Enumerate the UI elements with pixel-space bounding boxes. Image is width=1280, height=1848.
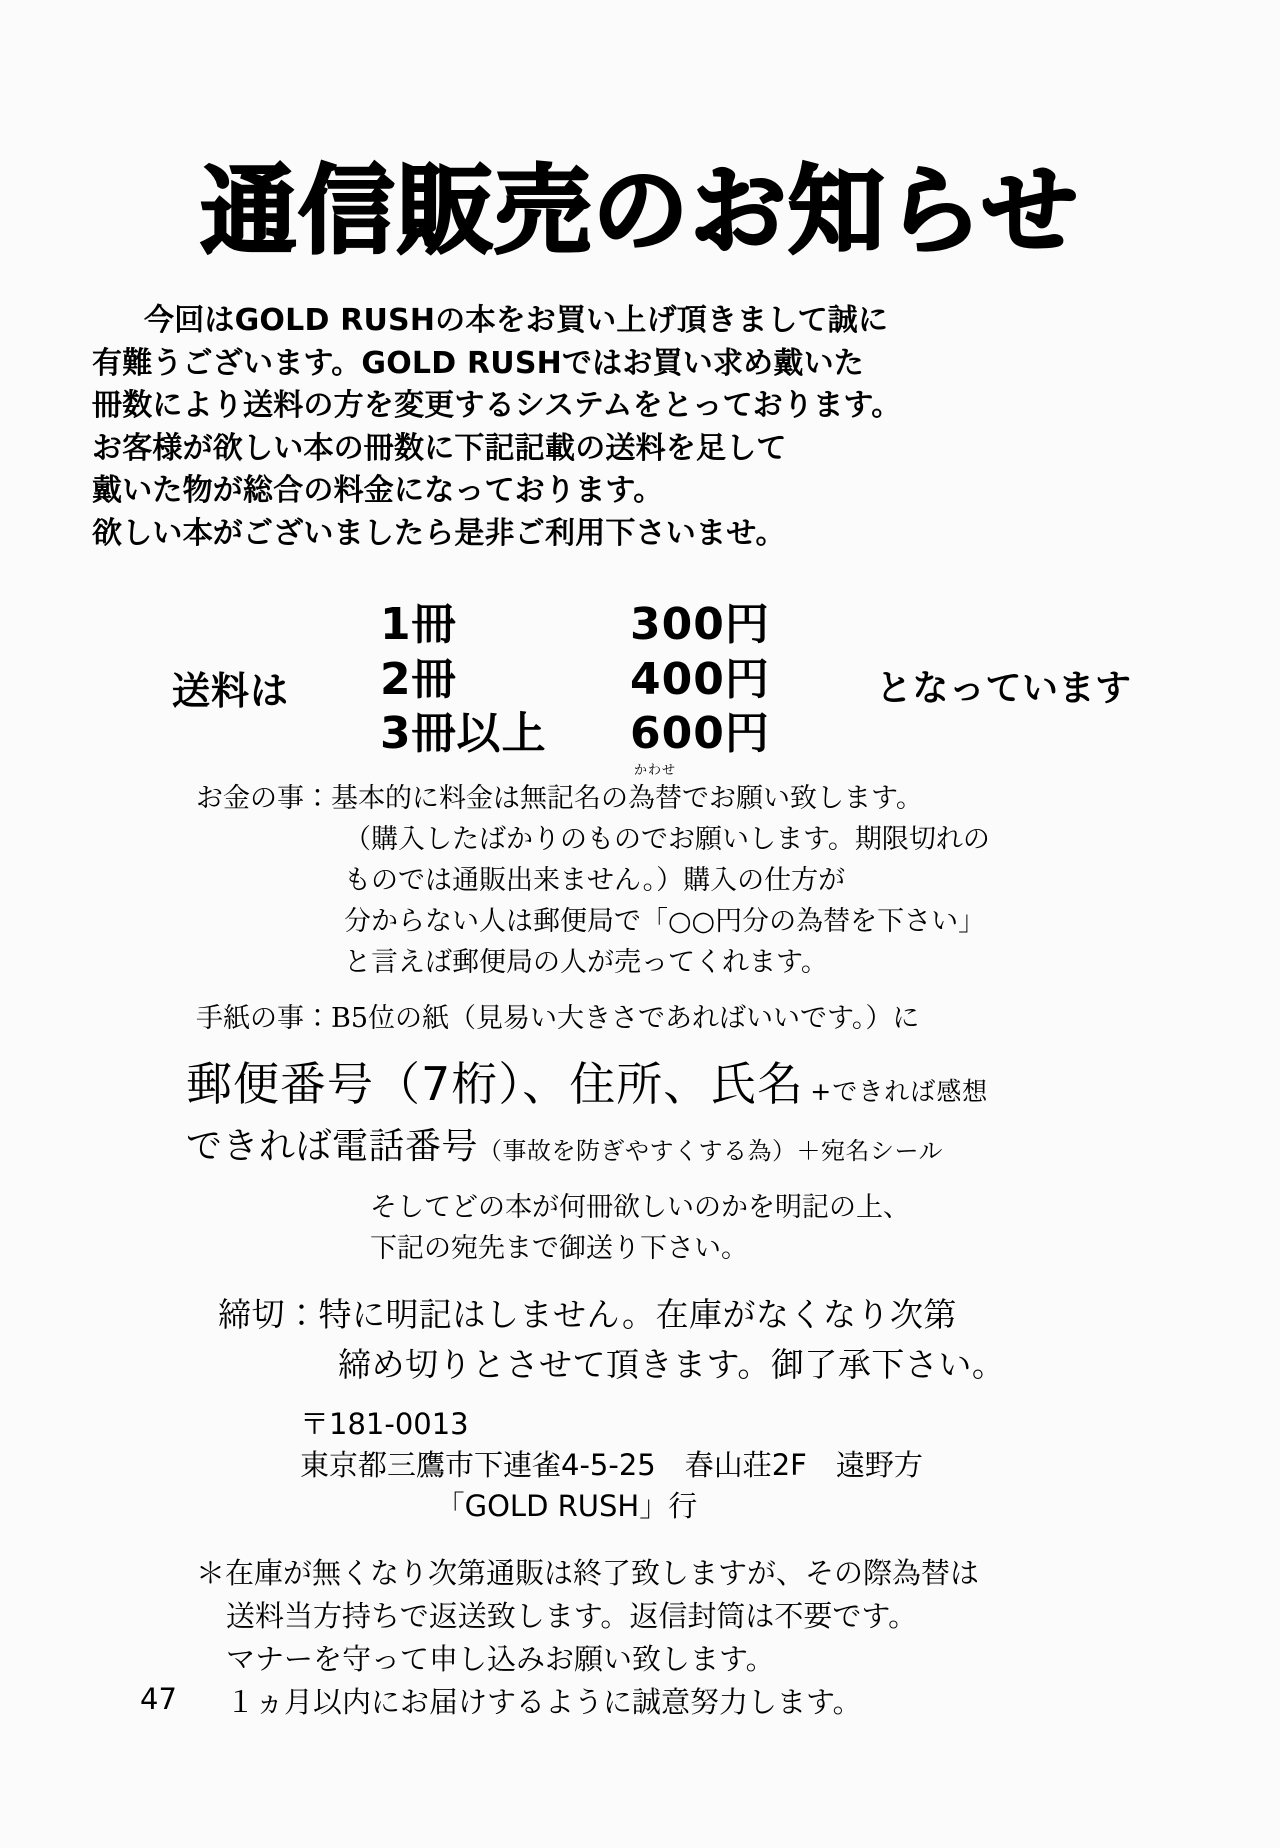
ruby-group bbox=[628, 763, 682, 819]
optional-items-main: できれば電話番号 bbox=[186, 1126, 479, 1167]
table-row bbox=[380, 598, 850, 653]
money-heading-line bbox=[196, 763, 1156, 819]
intro-line: 戴いた物が総合の料金になっております。 bbox=[92, 473, 664, 509]
page-title: 通信販売のお知らせ bbox=[200, 155, 1080, 268]
deadline-line: 締め切りとさせて頂きます。御了承下さい。 bbox=[338, 1344, 1006, 1384]
table-row bbox=[380, 653, 850, 708]
money-line: ものでは通販出来ません。）購入の仕方が bbox=[344, 865, 846, 897]
money-heading-end: でお願い致します。 bbox=[682, 783, 923, 814]
intro-line: 有難うございます。GOLD RUSHではお買い求め戴いた bbox=[92, 345, 864, 381]
ruby-reading: かわせ bbox=[633, 763, 677, 778]
fee-quantity: 3冊以上 bbox=[380, 708, 547, 760]
ruby-base: 為替 bbox=[628, 783, 682, 814]
money-line: 分からない人は郵便局で「○○円分の為替を下さい」 bbox=[344, 906, 986, 938]
mailing-address bbox=[300, 1404, 923, 1528]
intro-line: 冊数により送料の方を変更するシステムをとっております。 bbox=[92, 388, 902, 424]
fee-quantity: 1冊 bbox=[380, 599, 457, 650]
page-number: 47 bbox=[140, 1682, 177, 1716]
table-row bbox=[380, 707, 850, 762]
shipping-fee-rows bbox=[380, 598, 850, 762]
fee-price: 300円 bbox=[630, 599, 770, 650]
letter-section-tail bbox=[370, 1188, 910, 1269]
postal-code: 〒181-0013 bbox=[300, 1407, 469, 1441]
deadline-section bbox=[218, 1290, 1005, 1389]
footnote-line: １ヵ月以内にお届けするように誠意努力します。 bbox=[226, 1685, 862, 1719]
money-heading-label: お金の事：基本的に料金は無記名の bbox=[196, 783, 628, 814]
letter-required-items-primary bbox=[186, 1048, 988, 1114]
addressee: 「GOLD RUSH」行 bbox=[435, 1489, 698, 1524]
fee-price: 400円 bbox=[630, 653, 770, 705]
intro-line: お客様が欲しい本の冊数に下記記載の送料を足して bbox=[92, 430, 787, 466]
letter-tail-line: 下記の宛先まで御送り下さい。 bbox=[370, 1232, 748, 1264]
footnotes bbox=[196, 1552, 979, 1681]
fee-price: 600円 bbox=[630, 708, 770, 760]
intro-line: 今回はGOLD RUSHの本をお買い上げ頂きまして誠に bbox=[144, 303, 889, 338]
money-line: （購入したばかりのものでお願いします。期限切れの bbox=[344, 824, 990, 856]
letter-required-items-secondary bbox=[186, 1118, 943, 1169]
fee-quantity: 2冊 bbox=[380, 653, 457, 705]
intro-paragraph bbox=[92, 300, 1102, 556]
letter-section-heading: 手紙の事：B5位の紙（見易い大きさであればいいです。）に bbox=[196, 1003, 920, 1034]
required-items-main: 郵便番号（7桁）、住所、氏名 bbox=[186, 1057, 805, 1111]
street-address: 東京都三鷹市下連雀4-5-25 春山荘2F 遠野方 bbox=[300, 1448, 923, 1483]
optional-items-note: （事故を防ぎやすくする為）＋宛名シール bbox=[478, 1137, 944, 1165]
shipping-fee-table bbox=[0, 598, 1280, 758]
footnote-line: ＊在庫が無くなり次第通販は終了致しますが、その際為替は bbox=[196, 1556, 980, 1590]
footnote-line: マナーを守って申し込みお願い致します。 bbox=[226, 1641, 775, 1676]
money-line: と言えば郵便局の人が売ってくれます。 bbox=[344, 947, 828, 979]
letter-tail-line: そしてどの本が何冊欲しいのかを明記の上、 bbox=[370, 1192, 910, 1223]
intro-line: 欲しい本がございましたら是非ご利用下さいませ。 bbox=[92, 515, 786, 551]
shipping-fee-lead-label: 送料は bbox=[172, 669, 290, 713]
footnote-line: 送料当方持ちで返送致します。返信封筒は不要です。 bbox=[226, 1598, 918, 1633]
shipping-fee-tail-label: となっています bbox=[876, 668, 1132, 709]
required-items-note: +できれば感想 bbox=[810, 1077, 989, 1106]
deadline-line: 締切：特に明記はしません。在庫がなくなり次第 bbox=[218, 1295, 957, 1334]
money-section bbox=[196, 763, 1156, 983]
